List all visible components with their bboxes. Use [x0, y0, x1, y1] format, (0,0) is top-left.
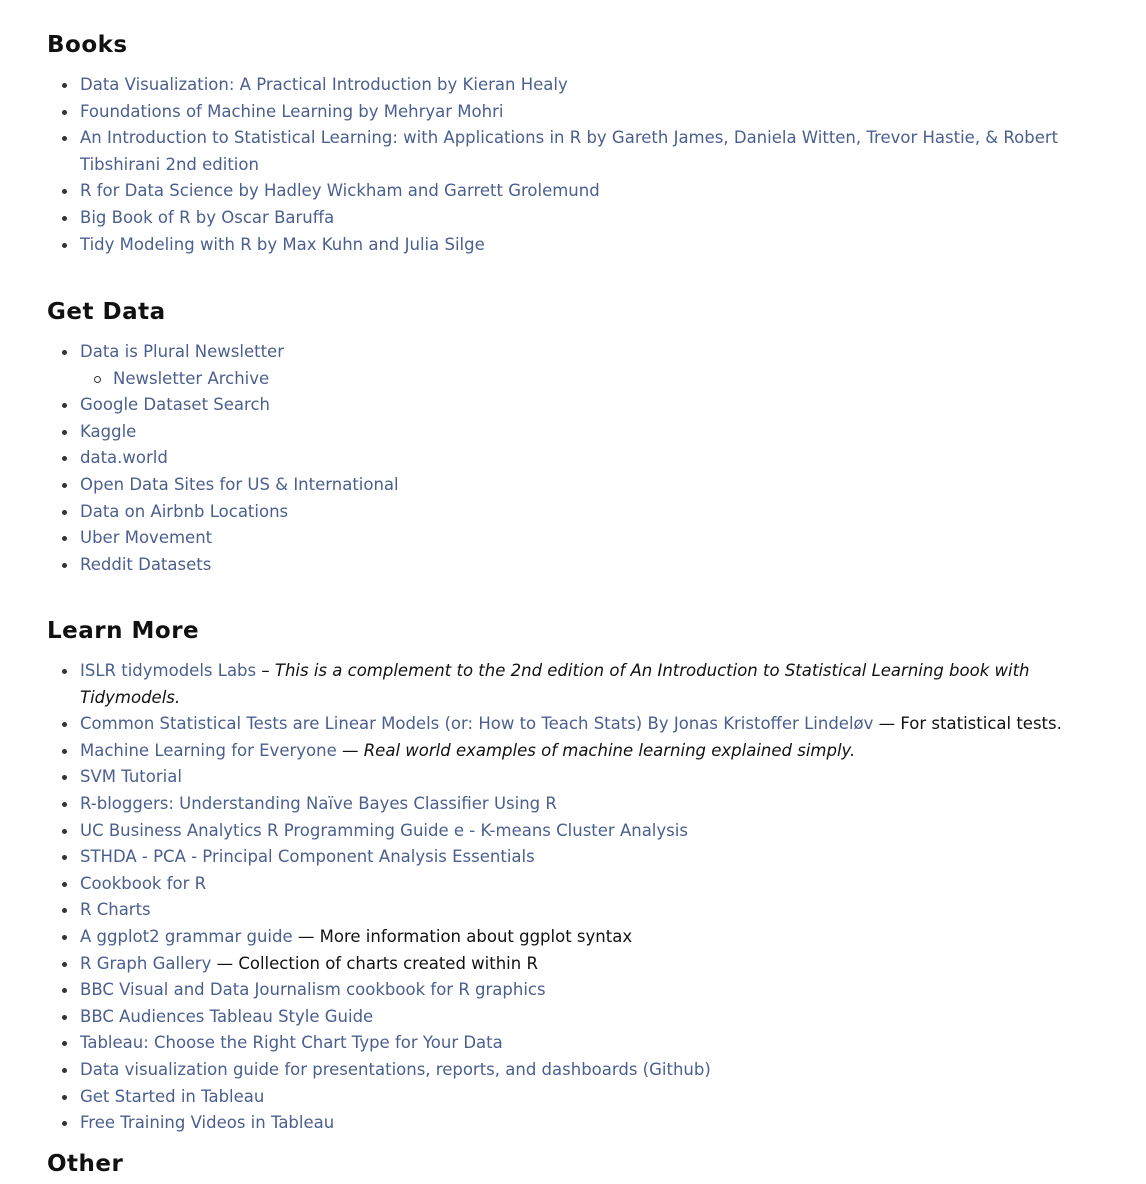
list-item	[47, 871, 1107, 898]
list-item	[47, 897, 1107, 924]
list-item	[47, 818, 1107, 845]
book-link[interactable]: Big Book of R by Oscar Baruffa	[80, 207, 335, 227]
list-item	[47, 924, 1107, 951]
separator: —	[292, 926, 320, 946]
data-link[interactable]: Data is Plural Newsletter	[80, 342, 284, 361]
resource-link[interactable]: Machine Learning for Everyone	[80, 740, 337, 760]
list-item	[47, 791, 1107, 818]
resource-note: More information about ggplot syntax	[319, 926, 633, 946]
data-link[interactable]: data.world	[80, 448, 168, 468]
separator: —	[336, 740, 364, 760]
resource-link[interactable]: BBC Visual and Data Journalism cookbook for R graphics	[80, 980, 546, 1000]
list-item	[47, 738, 1107, 765]
data-link[interactable]: Data on Airbnb Locations	[80, 501, 289, 521]
list-item	[47, 178, 1107, 205]
list-item	[47, 951, 1107, 978]
list-item	[47, 844, 1107, 871]
list-item	[47, 1004, 1107, 1031]
resource-link[interactable]: R-bloggers: Understanding Naïve Bayes Classifier Using R	[80, 793, 557, 813]
list-item	[47, 392, 1107, 419]
book-link[interactable]: Data Visualization: A Practical Introduction by Kieran Healy	[80, 75, 568, 94]
other-section	[47, 1148, 1107, 1180]
resource-link[interactable]: R Graph Gallery	[80, 953, 212, 973]
list-item	[47, 977, 1107, 1004]
resource-note: This is a complement to the 2nd edition of An Introduction to Statistical Learning book with Tidymodels.	[80, 661, 1030, 707]
data-link[interactable]: Kaggle	[80, 421, 137, 441]
list-item	[47, 419, 1107, 446]
get-data-section	[47, 296, 1107, 578]
resource-link[interactable]: ISLR tidymodels Labs	[80, 661, 257, 680]
list-item	[47, 1110, 1107, 1137]
learn-more-section	[47, 615, 1107, 1137]
book-link[interactable]: R for Data Science by Hadley Wickham and Garrett Grolemund	[80, 181, 600, 201]
data-link[interactable]: Open Data Sites for US & International	[80, 474, 399, 494]
data-link[interactable]: Google Dataset Search	[80, 395, 270, 415]
list-item	[47, 205, 1107, 232]
book-link[interactable]: An Introduction to Statistical Learning: with Applications in R by Gareth James, Daniela Witten, Trevor Hastie, & Robert Tibshirani 2nd edition	[80, 128, 1059, 174]
list-item	[47, 552, 1107, 579]
get-data-heading: Get Data	[47, 299, 166, 325]
resource-note: Real world examples of machine learning explained simply.	[363, 740, 856, 760]
books-heading: Books	[47, 32, 128, 58]
resource-link[interactable]: Common Statistical Tests are Linear Models (or: How to Teach Stats) By Jonas Kristoffer Lindeløv	[80, 714, 874, 734]
list-item	[47, 232, 1107, 259]
sub-list-item	[80, 366, 1107, 393]
list-item	[47, 125, 1107, 178]
list-item	[47, 339, 1107, 392]
list-item	[47, 72, 1107, 99]
list-item	[47, 499, 1107, 526]
resource-link[interactable]: Cookbook for R	[80, 873, 207, 893]
list-item	[47, 1084, 1107, 1111]
resource-link[interactable]: UC Business Analytics R Programming Guide e - K-means Cluster Analysis	[80, 820, 688, 840]
learn-more-list	[47, 658, 1107, 1137]
resource-note: For statistical tests.	[900, 714, 1062, 734]
resource-link[interactable]: SVM Tutorial	[80, 767, 182, 787]
book-link[interactable]: Foundations of Machine Learning by Mehryar Mohri	[80, 101, 504, 121]
resource-link[interactable]: A ggplot2 grammar guide	[80, 926, 293, 946]
sub-list	[80, 366, 1107, 393]
resource-link[interactable]: BBC Audiences Tableau Style Guide	[80, 1006, 374, 1026]
resource-link[interactable]: Get Started in Tableau	[80, 1086, 265, 1106]
get-data-list	[47, 339, 1107, 578]
list-item	[47, 764, 1107, 791]
data-link[interactable]: Reddit Datasets	[80, 554, 212, 574]
separator: —	[211, 953, 239, 973]
data-link[interactable]: Uber Movement	[80, 528, 213, 548]
learn-more-heading: Learn More	[47, 618, 200, 644]
list-item	[47, 472, 1107, 499]
newsletter-archive-link[interactable]: Newsletter Archive	[113, 368, 270, 388]
resource-link[interactable]: Data visualization guide for presentations, reports, and dashboards (Github)	[80, 1059, 711, 1079]
books-section	[47, 29, 1107, 258]
list-item	[47, 658, 1107, 711]
list-item	[47, 99, 1107, 126]
book-link[interactable]: Tidy Modeling with R by Max Kuhn and Julia Silge	[80, 234, 485, 254]
list-item	[47, 1030, 1107, 1057]
list-item	[47, 711, 1107, 738]
list-item	[47, 525, 1107, 552]
resource-link[interactable]: Free Training Videos in Tableau	[80, 1113, 335, 1133]
list-item	[47, 445, 1107, 472]
books-list	[47, 72, 1107, 258]
resource-link[interactable]: Tableau: Choose the Right Chart Type for Your Data	[80, 1033, 503, 1053]
list-item	[47, 1057, 1107, 1084]
resource-note: Collection of charts created within R	[238, 953, 538, 973]
other-heading: Other	[47, 1151, 124, 1177]
separator: –	[256, 661, 275, 680]
separator: —	[873, 714, 901, 734]
resource-link[interactable]: STHDA - PCA - Principal Component Analysis Essentials	[80, 847, 535, 867]
resource-link[interactable]: R Charts	[80, 900, 151, 920]
